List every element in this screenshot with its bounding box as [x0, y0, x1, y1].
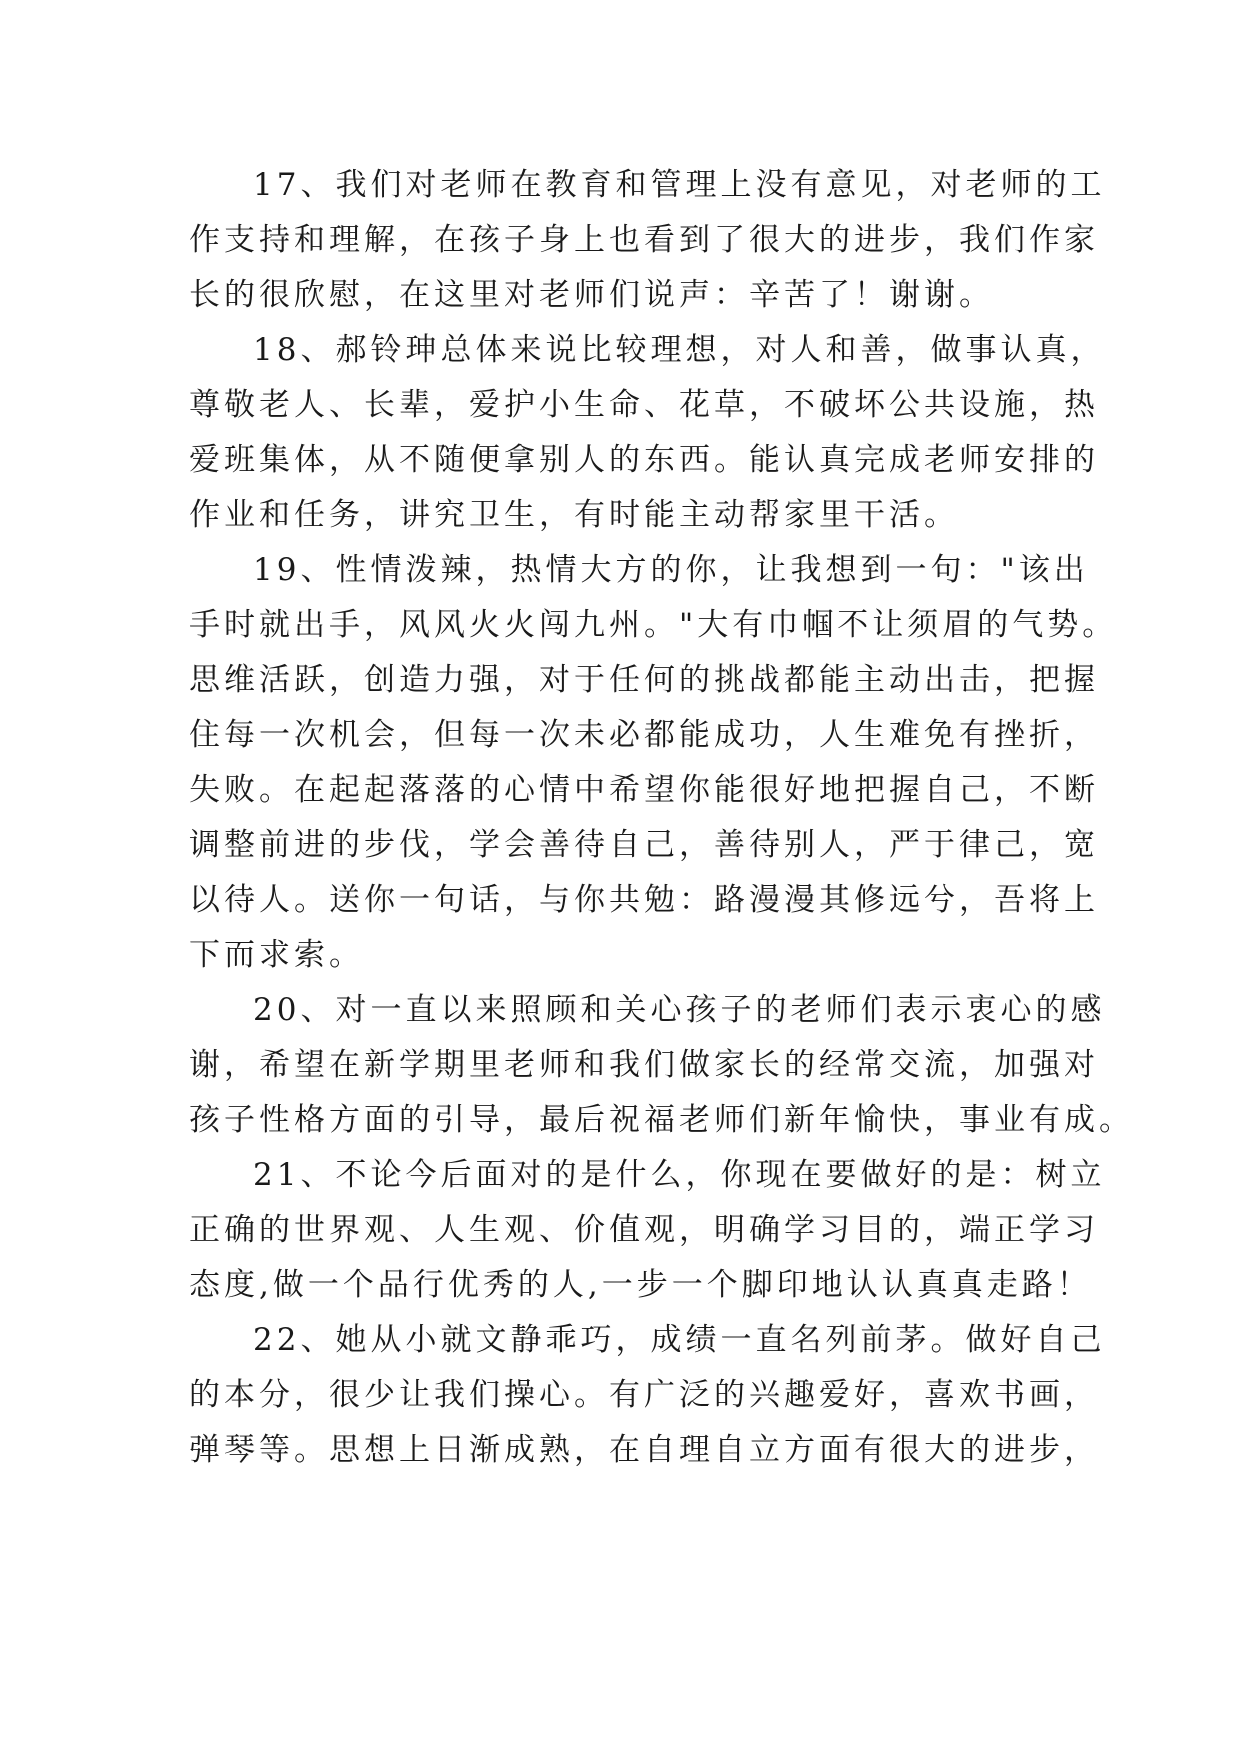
paragraph-line: 19、性情泼辣，热情大方的你，让我想到一句："该出 [253, 552, 1089, 588]
paragraph-line: 作支持和理解，在孩子身上也看到了很大的进步，我们作家 [189, 222, 1099, 258]
paragraph-line: 手时就出手，风风火火闯九州。"大有巾帼不让须眉的气势。 [189, 607, 1118, 643]
paragraph-line: 住每一次机会，但每一次未必都能成功，人生难免有挫折， [189, 717, 1099, 753]
paragraph-line: 以待人。送你一句话，与你共勉：路漫漫其修远兮，吾将上 [189, 882, 1099, 918]
paragraph-line: 下而求索。 [189, 937, 364, 973]
paragraph-line: 22、她从小就文静乖巧，成绩一直名列前茅。做好自己 [253, 1322, 1106, 1358]
paragraph-line: 的本分，很少让我们操心。有广泛的兴趣爱好，喜欢书画， [189, 1377, 1099, 1413]
paragraph-line: 思维活跃，创造力强，对于任何的挑战都能主动出击，把握 [189, 662, 1099, 698]
paragraph-line: 态度,做一个品行优秀的人,一步一个脚印地认认真真走路！ [189, 1267, 1092, 1303]
paragraph-line: 调整前进的步伐，学会善待自己，善待别人，严于律己，宽 [189, 827, 1099, 863]
paragraph-line: 爱班集体，从不随便拿别人的东西。能认真完成老师安排的 [189, 442, 1099, 478]
paragraph-line: 21、不论今后面对的是什么，你现在要做好的是：树立 [253, 1157, 1106, 1193]
paragraph-line: 长的很欣慰，在这里对老师们说声：辛苦了！谢谢。 [189, 277, 994, 313]
paragraph-20 [189, 983, 1134, 1148]
paragraph-line: 谢，希望在新学期里老师和我们做家长的经常交流，加强对 [189, 1047, 1099, 1083]
paragraph-line: 正确的世界观、人生观、价值观，明确学习目的，端正学习 [189, 1212, 1099, 1248]
paragraph-21 [189, 1148, 1106, 1313]
paragraph-19 [189, 543, 1118, 983]
paragraph-line: 尊敬老人、长辈，爱护小生命、花草，不破坏公共设施，热 [189, 387, 1099, 423]
paragraph-line: 17、我们对老师在教育和管理上没有意见，对老师的工 [253, 167, 1106, 203]
paragraph-line: 失败。在起起落落的心情中希望你能很好地把握自己，不断 [189, 772, 1099, 808]
paragraph-line: 孩子性格方面的引导，最后祝福老师们新年愉快，事业有成。 [189, 1102, 1134, 1138]
document-body [189, 158, 1134, 1478]
paragraph-line: 20、对一直以来照顾和关心孩子的老师们表示衷心的感 [253, 992, 1106, 1028]
paragraph-17 [189, 158, 1106, 323]
paragraph-line: 18、郝铃珅总体来说比较理想，对人和善，做事认真， [253, 332, 1106, 368]
paragraph-line: 弹琴等。思想上日渐成熟，在自理自立方面有很大的进步， [189, 1432, 1099, 1468]
paragraph-18 [189, 323, 1106, 543]
paragraph-22 [189, 1313, 1106, 1478]
paragraph-line: 作业和任务，讲究卫生，有时能主动帮家里干活。 [189, 497, 959, 533]
